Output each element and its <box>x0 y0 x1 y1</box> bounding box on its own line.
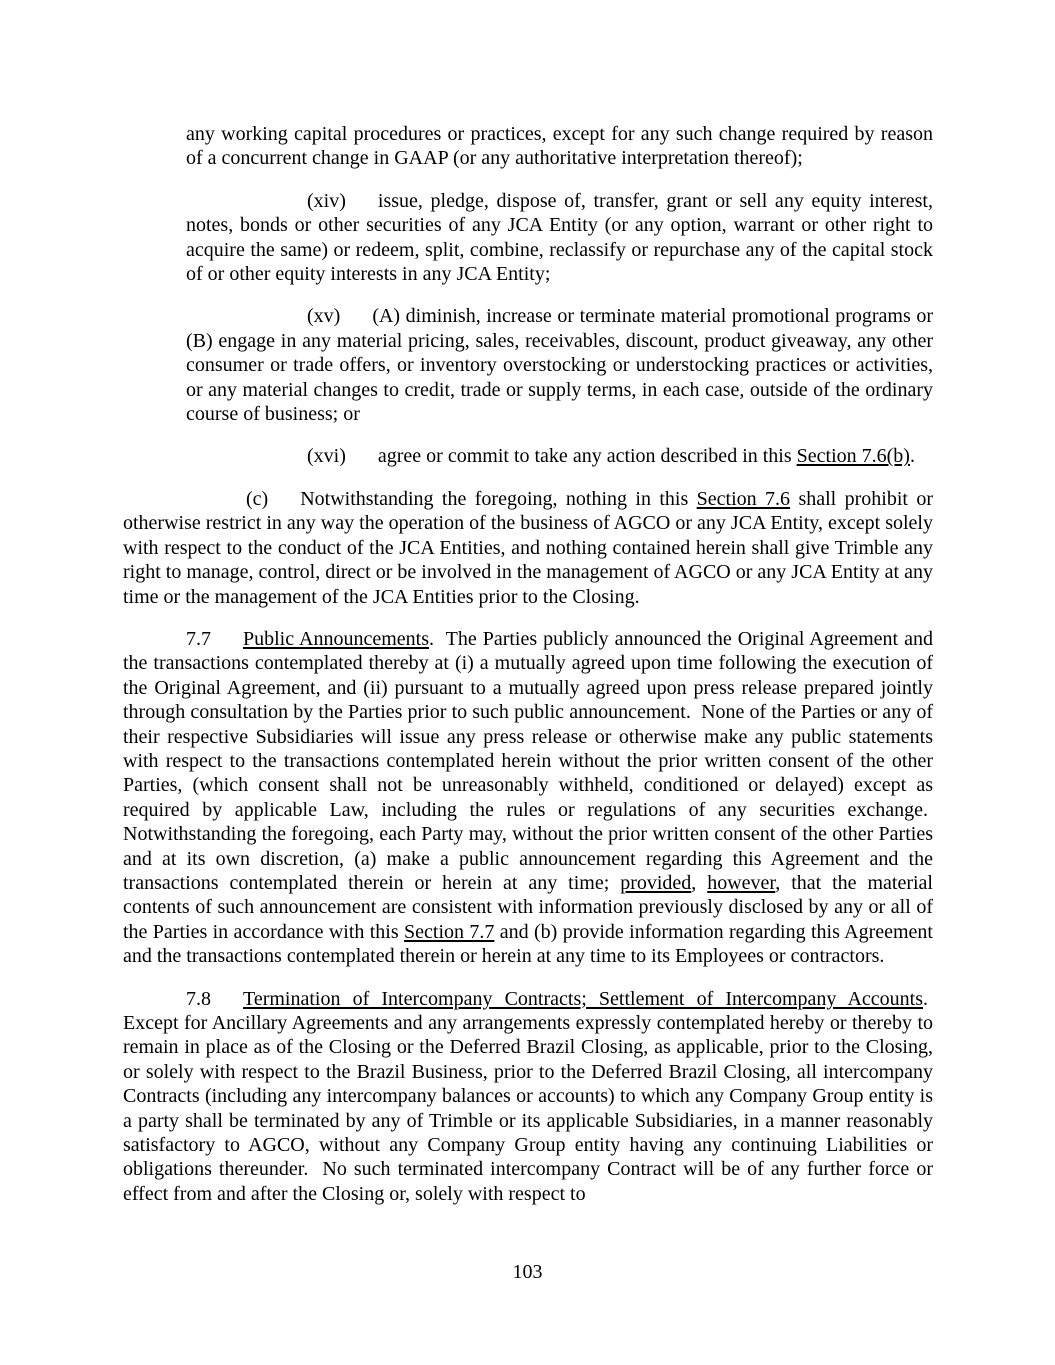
clause-xiv <box>186 189 933 287</box>
clause-c <box>123 487 933 609</box>
underlined-text: provided <box>620 871 692 894</box>
text-run: shall prohibit or otherwise restrict in any way the operation of the business of AGCO or any JCA Entity, except solely with respect to the conduct of the JCA Entities, and nothing contained herein shall give Trimble any right to manage, control, direct or be involved in the management of AGCO or any JCA Entity at any time or the management of the JCA Entities prior to the Closing. <box>123 487 933 608</box>
document-page <box>123 122 933 1206</box>
text-run: (xv) <box>307 305 341 328</box>
text-run: Notwithstanding the foregoing, nothing in this <box>300 487 697 510</box>
text-run: agree or commit to take any action described in this <box>377 445 797 468</box>
text-run: . The Parties publicly announced the Original Agreement and the transactions contemplated thereby at (i) a mutually agreed upon time following the execution of the Original Agreement, and (ii) pursuant to a mutually agreed upon press release prepared jointly through consultation by the Parties prior to such public announcement. None of the Parties or any of their respective Subsidiaries will issue any press release or otherwise make any public statements with respect to the transactions contemplated herein without the prior written consent of the other Parties, (which consent shall not be unreasonably withheld, conditioned or delayed) except as required by applicable Law, including the rules or regulations of any securities exchange. Notwithstanding the foregoing, each Party may, without the prior written consent of the other Parties and at its own discretion, (a) make a public announcement regarding this Agreement and the transactions contemplated therein or herein at any time; <box>123 627 933 894</box>
text-run: , that the material contents of such announcement are consistent with information previously disclosed by any or all of the Parties in accordance with this <box>123 871 933 943</box>
page-number: 103 <box>512 1261 543 1283</box>
text-run: (c) <box>246 487 269 510</box>
section-7-8-termination-of-intercompany-contracts <box>123 987 933 1207</box>
underlined-text: Termination of Intercompany Contracts; Settlement of Intercompany Accounts <box>243 987 923 1010</box>
text-run: . Except for Ancillary Agreements and any arrangements expressly contemplated hereby or thereby to remain in place as of the Closing or the Deferred Brazil Closing, as applicable, prior to the Closing, or solely with respect to the Brazil Business, prior to the Deferred Brazil Closing, all intercompany Contracts (including any intercompany balances or accounts) to which any Company Group entity is a party shall be terminated by any of Trimble or its applicable Subsidiaries, in a manner reasonably satisfactory to AGCO, without any Company Group entity having any continuing Liabilities or obligations thereunder. No such terminated intercompany Contract will be of any further force or effect from and after the Closing or, solely with respect to <box>123 987 933 1205</box>
underlined-text: Section 7.7 <box>404 920 495 943</box>
section-7-7-public-announcements <box>123 627 933 969</box>
text-run: (xvi) <box>307 445 346 468</box>
underlined-text: Public Announcements <box>243 627 429 650</box>
text-run: (A) diminish, increase or terminate material promotional programs or (B) engage in any material pricing, sales, receivables, discount, product giveaway, any other consumer or trade offers, or inventory overstocking or understocking practices or activities, or any material changes to credit, trade or supply terms, in each case, outside of the ordinary course of business; or <box>186 305 933 426</box>
text-run: (xiv) <box>307 189 346 212</box>
text-run: 7.7 <box>186 627 211 650</box>
underlined-text: however <box>707 871 776 894</box>
underlined-text: Section 7.6 <box>696 487 791 510</box>
clause-xvi <box>186 444 933 468</box>
text-run: , <box>691 871 708 894</box>
text-run: issue, pledge, dispose of, transfer, grant or sell any equity interest, notes, bonds or other securities of any JCA Entity (or any option, warrant or other right to acquire the same) or redeem, split, combine, reclassify or repurchase any of the capital stock of or other equity interests in any JCA Entity; <box>186 189 933 286</box>
text-run: any working capital procedures or practices, except for any such change required by reason of a concurrent change in GAAP (or any authoritative interpretation thereof); <box>186 123 933 170</box>
text-run: and (b) provide information regarding this Agreement and the transactions contemplated therein or herein at any time to its Employees or contractors. <box>123 920 933 968</box>
clause-xv <box>186 304 933 426</box>
text-run: . <box>909 445 915 468</box>
text-run: 7.8 <box>186 987 211 1010</box>
underlined-text: Section 7.6(b) <box>796 445 910 468</box>
clause-xiii-continuation <box>186 122 933 171</box>
